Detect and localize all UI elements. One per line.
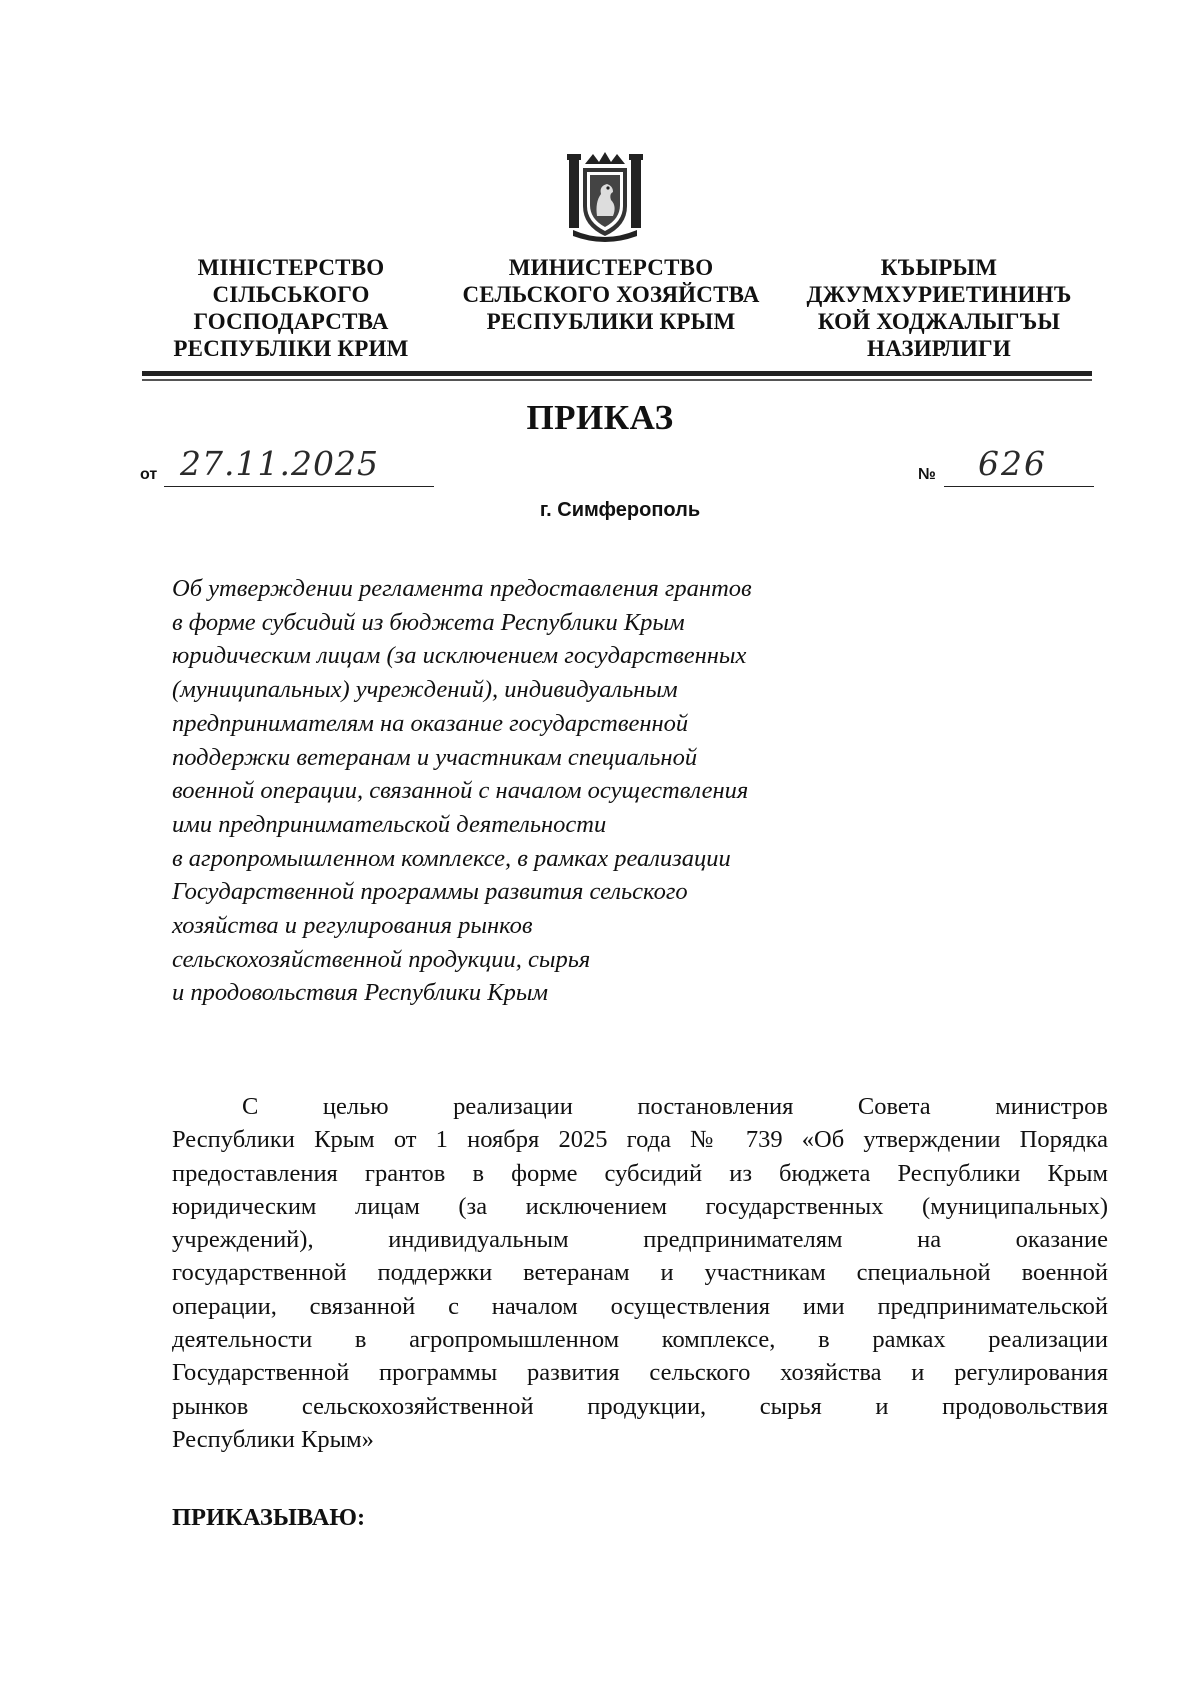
body-line: Республики Крым от 1 ноября 2025 года № 739 «Об утверждении Порядка [172,1126,1108,1154]
body-line: юридическим лицам (за исключением государственных (муниципальных) [172,1192,1108,1220]
preamble-paragraph [172,1090,1108,1456]
header-line: МІНІСТЕРСТВО [197,255,385,280]
body-line: государственной поддержки ветеранам и участникам специальной военной [172,1259,1108,1287]
header-line: СІЛЬСЬКОГО [212,282,370,307]
subject-line: юридическим лицам (за исключением государственных [172,642,747,670]
header-line: ГОСПОДАРСТВА [193,309,389,334]
subject-line: поддержки ветеранам и участникам специальной [172,743,698,771]
date-handwritten: 27.11.2025 [180,444,379,483]
subject-line: предпринимателям на оказание государственной [172,709,689,737]
decree-heading: ПРИКАЗЫВАЮ: [172,1504,366,1531]
crimea-coat-of-arms-icon [563,150,647,242]
subject-line: военной операции, связанной с началом осуществления [172,777,749,805]
header-russian [452,254,770,335]
number-handwritten: 626 [978,444,1047,483]
header-divider-thin [142,379,1092,381]
header-line: ДЖУМХУРИЕТИНИНЪ [806,282,1072,307]
subject-line: Об утверждении регламента предоставления грантов [172,575,752,602]
subject-line: сельскохозяйственной продукции, сырья [172,945,591,973]
city-label: г. Симферополь [539,499,701,521]
header-line: РЕСПУБЛІКИ КРИМ [173,336,409,361]
header-line: РЕСПУБЛИКИ КРЫМ [486,309,736,334]
date-prefix: от [140,466,158,483]
header-line: КОЙ ХОДЖАЛЫГЪЫ [817,309,1061,334]
body-line: операции, связанной с началом осуществления ими предпринимательской [172,1292,1108,1320]
subject-line: Государственной программы развития сельского [172,878,688,906]
number-prefix: № [918,466,936,483]
header-line: КЪЫРЫМ [880,255,998,280]
body-line: предоставления грантов в форме субсидий из бюджета Республики Крым [172,1159,1108,1187]
header-line: НАЗИРЛИГИ [867,336,1011,361]
number-underline [944,486,1094,487]
date-field [140,444,440,492]
subject-line: в агропромышленном комплексе, в рамках реализации [172,844,731,872]
body-line: учреждений), индивидуальным предпринимателям на оказание [172,1226,1108,1254]
subject-line: хозяйства и регулирования рынков [172,912,533,940]
body-line: Государственной программы развития сельского хозяйства и регулирования [172,1359,1108,1387]
body-line: Республики Крым» [172,1425,374,1453]
subject-line: ими предпринимательской деятельности [172,810,607,838]
subject-line: в форме субсидий из бюджета Республики Крым [172,608,685,636]
header-ukrainian [160,254,422,362]
header-divider [142,371,1092,376]
document-type-title: ПРИКАЗ [526,398,674,437]
header-line: МИНИСТЕРСТВО [508,255,714,280]
subject-line: и продовольствия Республики Крым [172,979,549,1007]
body-line: рынков сельскохозяйственной продукции, сырья и продовольствия [172,1392,1108,1420]
subject-line: (муниципальных) учреждений), индивидуальным [172,676,678,704]
header-line: СЕЛЬСКОГО ХОЗЯЙСТВА [462,282,760,307]
order-subject [172,572,872,1010]
body-line: деятельности в агропромышленном комплексе, в рамках реализации [172,1326,1108,1354]
date-underline [164,486,434,487]
body-line: С целью реализации постановления Совета министров [242,1093,1108,1120]
number-field [918,444,1098,492]
header-crimean-tatar [800,254,1078,362]
